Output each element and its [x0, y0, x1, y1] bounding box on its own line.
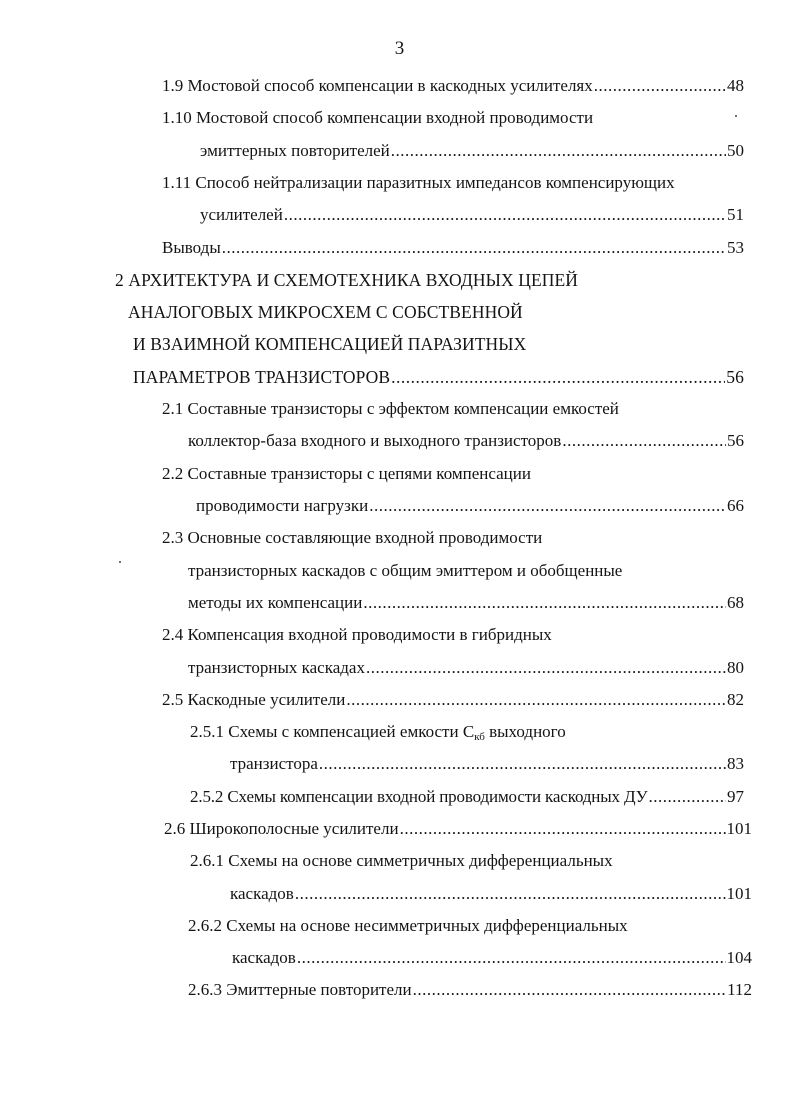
toc-entry-2-2-line2	[196, 494, 744, 518]
toc-entry-title-cont: методы их компенсации	[188, 593, 363, 612]
chapter-title-cont: И ВЗАИМНОЙ КОМПЕНСАЦИЕЙ ПАРАЗИТНЫХ	[133, 334, 527, 354]
toc-entry-2-6-1-line1	[190, 849, 613, 873]
toc-entry-conclusions	[162, 236, 744, 260]
toc-entry-title: 2.6.1 Схемы на основе симметричных дифференциальных	[190, 851, 613, 870]
toc-entry-2-6-1-line2	[230, 882, 752, 906]
toc-entry-title: 2.3 Основные составляющие входной проводимости	[162, 528, 543, 547]
toc-entry-title-cont: коллектор-база входного и выходного транзисторов	[188, 431, 562, 450]
dot-leader	[319, 752, 726, 776]
chapter-title: 2 АРХИТЕКТУРА И СХЕМОТЕХНИКА ВХОДНЫХ ЦЕПЕЙ	[115, 270, 579, 290]
dot-leader	[366, 656, 726, 680]
toc-entry-title-cont: транзисторных каскадов с общим эмиттером и обобщенные	[188, 561, 623, 580]
toc-entry-1-11-line1	[162, 171, 675, 195]
toc-entry-title-cont: эмиттерных повторителей	[200, 141, 390, 160]
chapter-2-heading-line3	[133, 332, 526, 356]
toc-page-number: 48	[727, 76, 744, 95]
toc-entry-2-5-1-line2	[230, 752, 744, 776]
toc-entry-1-10-line2	[200, 139, 744, 163]
toc-entry-2-6-3	[188, 978, 752, 1002]
dot-leader	[284, 203, 726, 227]
toc-entry-title: Выводы	[162, 238, 221, 257]
dot-leader	[297, 946, 726, 970]
toc-page-number: 104	[726, 948, 752, 967]
toc-entry-title-cont: каскадов	[232, 948, 296, 967]
toc-entry-2-2-line1	[162, 462, 531, 486]
toc-entry-title: 2.6.2 Схемы на основе несимметричных дифференциальных	[188, 916, 628, 935]
toc-entry-title: 2.2 Составные транзисторы с цепями компенсации	[162, 464, 531, 483]
dot-leader	[369, 494, 726, 518]
toc-entry-1-11-line2	[200, 203, 744, 227]
toc-entry-title-cont: проводимости нагрузки	[196, 496, 369, 515]
dot-leader	[594, 74, 726, 98]
toc-entry-2-4-line2	[188, 656, 744, 680]
dot-leader	[649, 785, 726, 809]
scan-speck	[735, 115, 737, 117]
toc-entry-title: 1.10 Мостовой способ компенсации входной проводимости	[162, 108, 594, 127]
toc-page-number: 68	[727, 593, 744, 612]
toc-entry-title: 1.11 Способ нейтрализации паразитных импедансов компенсирующих	[162, 173, 675, 192]
toc-entry-2-5-1-line1	[190, 720, 566, 744]
toc-entry-title-cont: усилителей	[200, 205, 283, 224]
dot-leader	[391, 365, 725, 389]
toc-entry-title: 2.4 Компенсация входной проводимости в гибридных	[162, 625, 552, 644]
toc-entry-2-3-line1	[162, 526, 542, 550]
toc-page-number: 82	[727, 690, 744, 709]
toc-entry-title: 2.6.3 Эмиттерные повторители	[188, 980, 412, 999]
toc-page-number: 56	[726, 367, 744, 387]
dot-leader	[363, 591, 726, 615]
dot-leader	[346, 688, 726, 712]
dot-leader	[222, 236, 726, 260]
chapter-title-cont: АНАЛОГОВЫХ МИКРОСХЕМ С СОБСТВЕННОЙ	[128, 302, 523, 322]
toc-entry-1-9	[162, 74, 744, 98]
chapter-2-heading-line1	[115, 268, 578, 292]
chapter-title-cont: ПАРАМЕТРОВ ТРАНЗИСТОРОВ	[133, 367, 391, 387]
toc-page-number: 112	[727, 980, 752, 999]
subscript-kb: кб	[474, 731, 485, 743]
chapter-2-heading-line2	[128, 300, 523, 324]
dot-leader	[400, 817, 726, 841]
toc-entry-title: 1.9 Мостовой способ компенсации в каскодных усилителях	[162, 76, 593, 95]
toc-entry-2-3-line2	[188, 559, 622, 583]
toc-page-number: 101	[726, 884, 752, 903]
toc-entry-title-cont: каскадов	[230, 884, 294, 903]
toc-entry-2-6	[164, 817, 752, 841]
toc-entry-title: 2.5.2 Схемы компенсации входной проводимости каскодных ДУ	[190, 787, 648, 806]
page-number: 3	[394, 38, 405, 59]
toc-entry-2-5-2	[190, 785, 744, 809]
dot-leader	[562, 429, 726, 453]
toc-entry-title: 2.1 Составные транзисторы с эффектом компенсации емкостей	[162, 399, 619, 418]
toc-page-number: 53	[727, 238, 744, 257]
toc-entry-title-cont: транзистора	[230, 754, 318, 773]
scan-speck	[119, 561, 121, 563]
toc-entry-2-1-line1	[162, 397, 619, 421]
toc-page-number: 83	[727, 754, 744, 773]
toc-entry-title-part: 2.5.1 Схемы с компенсацией емкости С	[190, 722, 475, 741]
toc-page-number: 80	[727, 658, 744, 677]
toc-entry-title	[190, 720, 566, 744]
toc-entry-2-1-line2	[188, 429, 744, 453]
toc-entry-2-3-line3	[188, 591, 744, 615]
dot-leader	[391, 139, 726, 163]
toc-entry-2-5	[162, 688, 744, 712]
dot-leader	[413, 978, 727, 1002]
toc-entry-title: 2.5 Каскодные усилители	[162, 690, 346, 709]
toc-entry-title-cont: транзисторных каскадах	[188, 658, 365, 677]
chapter-2-heading-line4	[133, 365, 744, 389]
toc-entry-1-10-line1	[162, 106, 593, 130]
toc-entry-2-4-line1	[162, 623, 552, 647]
toc-page-number: 97	[727, 787, 744, 806]
toc-page-number: 66	[727, 496, 744, 515]
toc-entry-title: 2.6 Широкополосные усилители	[164, 819, 399, 838]
toc-page-number: 101	[726, 819, 752, 838]
toc-entry-2-6-2-line2	[232, 946, 752, 970]
toc-entry-2-6-2-line1	[188, 914, 628, 938]
toc-entry-title-part: выходного	[484, 722, 566, 741]
toc-page-number: 56	[727, 431, 744, 450]
toc-page-number: 50	[727, 141, 744, 160]
toc-page-number: 51	[727, 205, 744, 224]
dot-leader	[295, 882, 726, 906]
